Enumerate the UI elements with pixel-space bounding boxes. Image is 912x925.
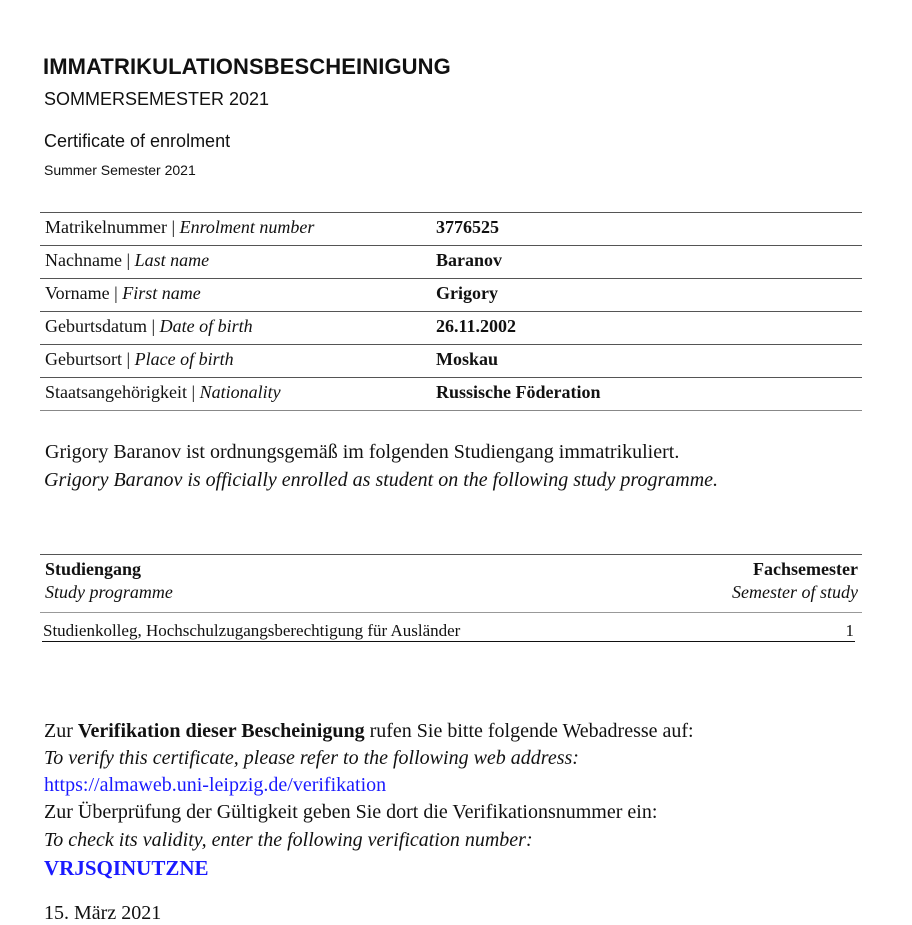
- info-row-place-of-birth: [40, 344, 862, 377]
- info-label: Geburtsdatum | Date of birth: [45, 316, 253, 336]
- info-value-place-of-birth: Moskau: [436, 349, 499, 369]
- student-info-table: [40, 212, 862, 411]
- header-study-programme-de: Studiengang: [45, 559, 142, 579]
- validity-instruction-german: Zur Überprüfung der Gültigkeit geben Sie dort die Verifikationsnummer ein:: [44, 801, 658, 823]
- header-semester-de: Fachsemester: [753, 559, 858, 579]
- verification-instruction-english: To verify this certificate, please refer to the following web address:: [44, 747, 579, 769]
- verification-code: VRJSQINUTZNE: [44, 856, 209, 880]
- info-label: Staatsangehörigkeit | Nationality: [45, 382, 281, 402]
- verification-instruction-german: Zur Verifikation dieser Bescheinigung rufen Sie bitte folgende Webadresse auf:: [44, 720, 694, 742]
- table-row: [40, 613, 862, 643]
- issue-date: 15. März 2021: [44, 902, 162, 924]
- info-value-last-name: Baranov: [436, 250, 503, 270]
- info-value-enrolment-number: 3776525: [436, 217, 499, 237]
- enrolment-statement-german: Grigory Baranov ist ordnungsgemäß im folgenden Studiengang immatrikuliert.: [45, 441, 680, 463]
- programme-table: [40, 554, 862, 643]
- document-title: IMMATRIKULATIONSBESCHEINIGUNG: [43, 54, 451, 79]
- enrolment-statement-english: Grigory Baranov is officially enrolled as student on the following study programme.: [44, 469, 719, 491]
- header-semester-en: Semester of study: [732, 582, 858, 602]
- info-value-nationality: Russische Föderation: [436, 382, 601, 402]
- info-label: Nachname | Last name: [45, 250, 210, 270]
- verification-url-link[interactable]: https://almaweb.uni-leipzig.de/verifikation: [44, 774, 387, 796]
- row-underline: [42, 641, 855, 642]
- document-subtitle: SOMMERSEMESTER 2021: [44, 89, 270, 109]
- info-label: Matrikelnummer | Enrolment number: [45, 217, 315, 237]
- document-title-english: Certificate of enrolment: [44, 131, 231, 151]
- info-label: Geburtsort | Place of birth: [45, 349, 234, 369]
- info-row-nationality: [40, 377, 862, 411]
- programme-name: Studienkolleg, Hochschulzugangsberechtigung für Ausländer: [43, 621, 461, 640]
- info-value-date-of-birth: 26.11.2002: [436, 316, 517, 336]
- info-row-enrolment-number: [40, 212, 862, 245]
- info-row-last-name: [40, 245, 862, 278]
- info-row-first-name: [40, 278, 862, 311]
- validity-instruction-english: To check its validity, enter the following verification number:: [44, 829, 533, 851]
- info-value-first-name: Grigory: [436, 283, 498, 303]
- programme-semester: 1: [845, 621, 854, 640]
- info-row-date-of-birth: [40, 311, 862, 344]
- info-label: Vorname | First name: [45, 283, 201, 303]
- document-subtitle-english: Summer Semester 2021: [44, 162, 196, 178]
- programme-table-header: [40, 554, 862, 613]
- header-study-programme-en: Study programme: [45, 582, 173, 602]
